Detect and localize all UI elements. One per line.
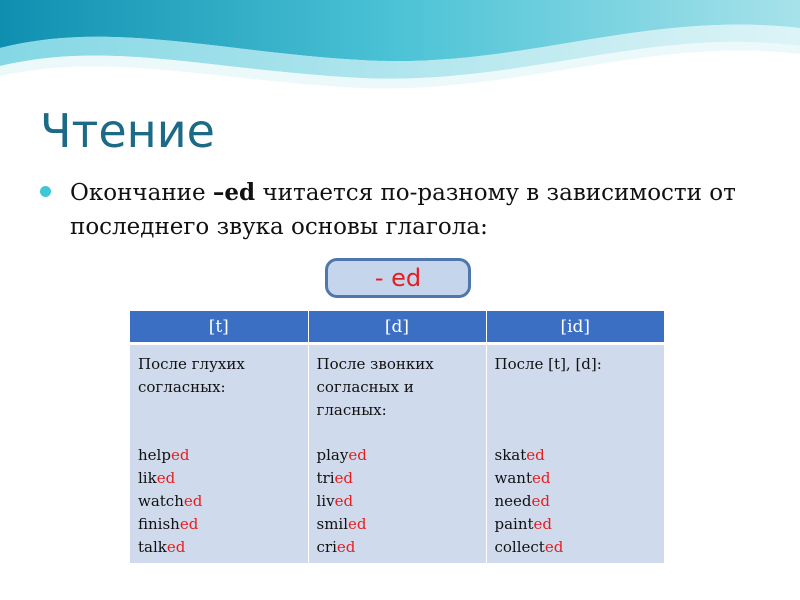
bullet-text-bold: –ed (212, 179, 256, 206)
example-word (138, 444, 300, 467)
example-word (317, 490, 478, 513)
word-stem: talk (138, 538, 167, 556)
cell-desc-line: После звонких (316, 355, 434, 373)
header-wave-decoration (0, 0, 800, 95)
word-stem: want (494, 469, 532, 487)
header-d: [d] (308, 311, 486, 344)
example-word (138, 536, 300, 559)
slide-title: Чтение (40, 104, 215, 158)
table-header-row (130, 311, 664, 344)
word-suffix: ed (170, 446, 190, 464)
example-word (495, 490, 657, 513)
word-suffix: ed (156, 469, 176, 487)
word-stem: tri (316, 469, 335, 487)
word-stem: paint (494, 515, 534, 533)
example-word (317, 513, 478, 536)
bullet-item (40, 176, 770, 244)
header-id: [id] (486, 311, 664, 344)
word-suffix: ed (544, 538, 564, 556)
word-suffix: ed (179, 515, 199, 533)
word-stem: play (316, 446, 349, 464)
word-stem: smil (316, 515, 349, 533)
word-suffix: ed (531, 492, 551, 510)
cell-desc-line: После глухих (138, 355, 245, 373)
example-word (317, 536, 478, 559)
word-stem: cri (316, 538, 337, 556)
cell-desc-line: согласных и (316, 378, 414, 396)
word-suffix: ed (348, 515, 367, 533)
bullet-text (70, 176, 770, 244)
example-word (495, 536, 657, 559)
word-suffix: ed (533, 515, 553, 533)
cell-desc-line: согласных: (138, 378, 226, 396)
word-suffix: ed (531, 469, 551, 487)
pronunciation-table (130, 311, 664, 563)
word-stem: lik (138, 469, 157, 487)
example-word (495, 513, 657, 536)
bullet-text-before: Окончание (70, 180, 213, 206)
word-stem: need (494, 492, 532, 510)
word-stem: finish (138, 515, 180, 533)
table-cell-t (130, 344, 308, 564)
word-stem: help (138, 446, 171, 464)
cell-desc-line: После [t], [d]: (494, 355, 602, 373)
ed-suffix-box: - ed (325, 258, 471, 298)
word-stem: liv (316, 492, 335, 510)
word-suffix: ed (334, 492, 354, 510)
word-suffix: ed (183, 492, 203, 510)
example-word (138, 490, 300, 513)
header-t: [t] (130, 311, 308, 344)
example-word (495, 467, 657, 490)
word-suffix: ed (166, 538, 186, 556)
bullet-dot-icon (40, 186, 51, 197)
word-stem: watch (138, 492, 184, 510)
example-word (138, 513, 300, 536)
bullet-text-after: читается по-разному в зависимости от последнего звука основы глагола: (70, 180, 736, 240)
example-word (317, 444, 478, 467)
word-suffix: ed (526, 446, 545, 464)
table-cell-d (308, 344, 486, 564)
example-word (138, 467, 300, 490)
word-suffix: ed (334, 469, 353, 487)
word-suffix: ed (336, 538, 356, 556)
example-word (317, 467, 478, 490)
table-row (130, 344, 664, 564)
table-cell-id (486, 344, 664, 564)
word-stem: skat (494, 446, 527, 464)
example-word (495, 444, 657, 467)
word-stem: collect (494, 538, 545, 556)
word-suffix: ed (348, 446, 367, 464)
cell-desc-line: гласных: (316, 401, 387, 419)
